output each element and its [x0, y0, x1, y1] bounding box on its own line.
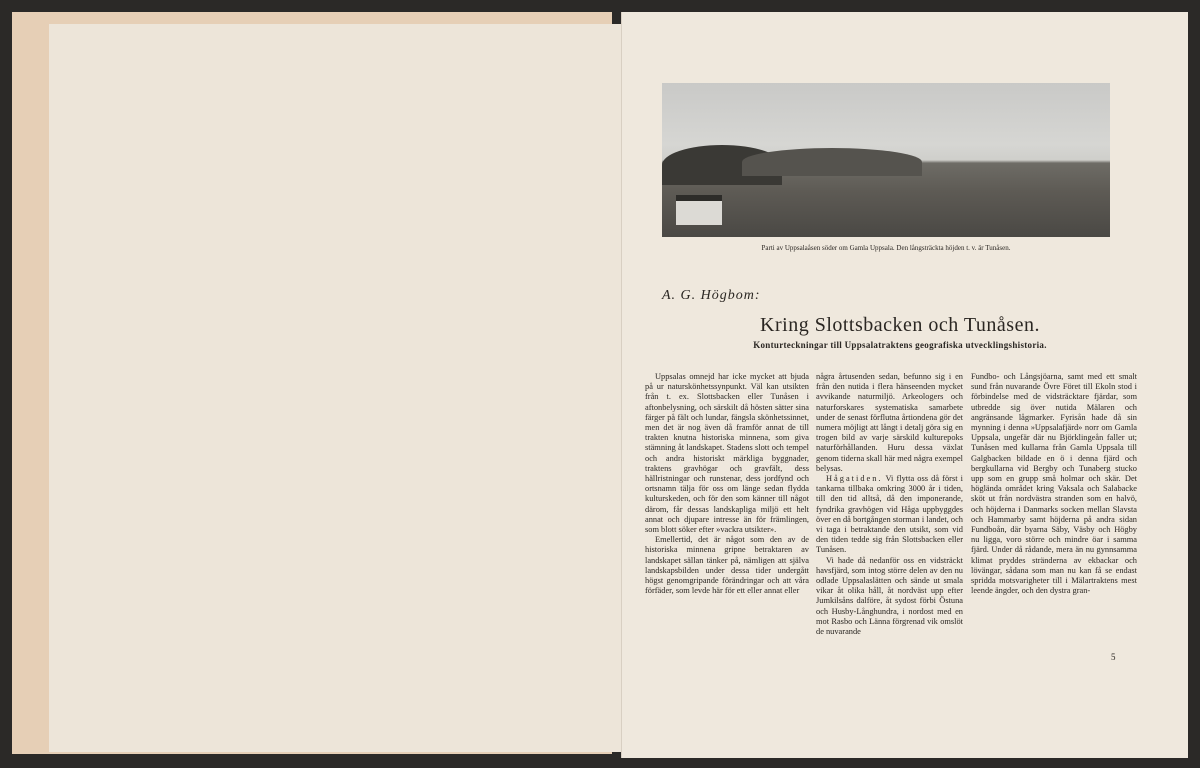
section-heading: Hågatiden.: [826, 474, 883, 484]
paragraph: Fundbo- och Långsjöarna, samt med ett smalt sund från nuvarande Övre Föret till Ekoln stod i förbindelse med de vidsträcktare fjärdar, som utbredde sig över nutida Mälaren och angränsande lågmarker. Fyrisån hade då sin mynning i denna »Uppsalafjärd» norr om Gamla Uppsala, ungefär där nu Björklingeån faller ut; Tunåsen med kullarna från Gamla Uppsala till Galgbacken bildade en ö i denna fjärd och bergkullarna vid Bergby och Tunaberg stucko upp som en grupp små holmar och skär. Det högländа området kring Vaksala och Salabacke sköt ut från nordvästra stranden som en halvö, och höjderna i Danmarks socken mellan Slavsta och Hammarby samt höjderna på andra sidan Fundboån, där byarna Säby, Väsby och Högby nu ligga, voro större och mindre öar i samma fjärd. Under då rådande, mera än nu gynnsamma klimat pryddes stränderna av ekbackar och lövängar, sådana som man nu kan få se endast spridda motsvarigheter till i Mälartraktens mest leende ängder, och den dystra gran-: [971, 372, 1137, 596]
paragraph: några årtusenden sedan, befunno sig i en från den nutida i flera hänseenden mycket avvikande naturmiljö. Arkeologers och naturforskares systematiska samarbete under de senast förflutna årtiondena gör det numera möjligt att långt i detalj göra sig en trogen bild av varje särskild kulturepoks naturförhållanden. Huru dessa växlat genom tiderna skall här med några exempel belysas.: [816, 372, 963, 473]
barn-shape: [676, 195, 722, 225]
paragraph-text: Vi flytta oss då först i tankarna tillbaka omkring 3000 år i tiden, till den tid alltså, då den imponerande, fyndrika gravhögen vid Håga uppbyggdes över en då bortgången storman i landet, och vi taga i betraktande den utsikt, som vid den tiden tedde sig från Slottsbacken eller Tunåsen.: [816, 474, 963, 555]
photo-caption: Parti av Uppsalaåsen söder om Gamla Uppsala. Den långsträckta höjden t. v. är Tunåsen.: [761, 244, 1011, 252]
page-number: 5: [1111, 652, 1116, 662]
text-column-2: [816, 372, 963, 637]
landscape-photo: [662, 83, 1110, 237]
text-column-1: [645, 372, 809, 596]
left-page-blank: [49, 24, 621, 752]
paragraph: Vi hade då nedanför oss en vidsträckt havsfjärd, som intog större delen av den nu odlade Uppsalaslätten och sände ut smala vikar åt olika håll, åt nordväst upp efter Jumkilsåns dalföre, åt sydost förbi Östuna och Husby-Långhundra, i nordost med en mot Rasbo och Länna förgrenad vik omslöt de nuvarande: [816, 555, 963, 637]
hill-shape: [742, 148, 922, 176]
article-subtitle: Konturteckningar till Uppsalatraktens geografiska utvecklingshistoria.: [753, 340, 1047, 350]
paragraph: Uppsalas omnejd har icke mycket att bjuda på ur naturskönhetssynpunkt. Väl kan utsikten från t. ex. Slottsbacken eller Tunåsen i aftonbelysning, och särskilt då hösten sätter sina färger på fält och lundar, fängsla skönhetssinnet, men det är nog även då framför annat de till trakten knutna historiska minnena, som giva stämning åt landskapet. Stadens slott och tempel och andra historiskt märkliga byggnader, traktens gravhögar och gravfält, dess hällristningar och runstenar, dess jordfynd och ortsnamn tälja för oss om länge sedan flydda kulturskeden, och för den som känner till något därom, får dessas landskapliga miljö ett helt annat och djupare intresse än för främlingen, som blott söker efter »vackra utsikter».: [645, 372, 809, 535]
paragraph: Emellertid, det är något som den av de historiska minnena gripne betraktaren av landskapet sällan tänker på, nämligen att själva landskapsbilden under dessa tider undergått högst genomgripande förändringar och att våra förfäder, som levde här för ett eller annat eller: [645, 535, 809, 596]
author: A. G. Högbom:: [662, 288, 761, 303]
article-title: Kring Slottsbacken och Tunåsen.: [760, 314, 1040, 336]
text-column-3: [971, 372, 1137, 596]
paragraph: [816, 474, 963, 556]
